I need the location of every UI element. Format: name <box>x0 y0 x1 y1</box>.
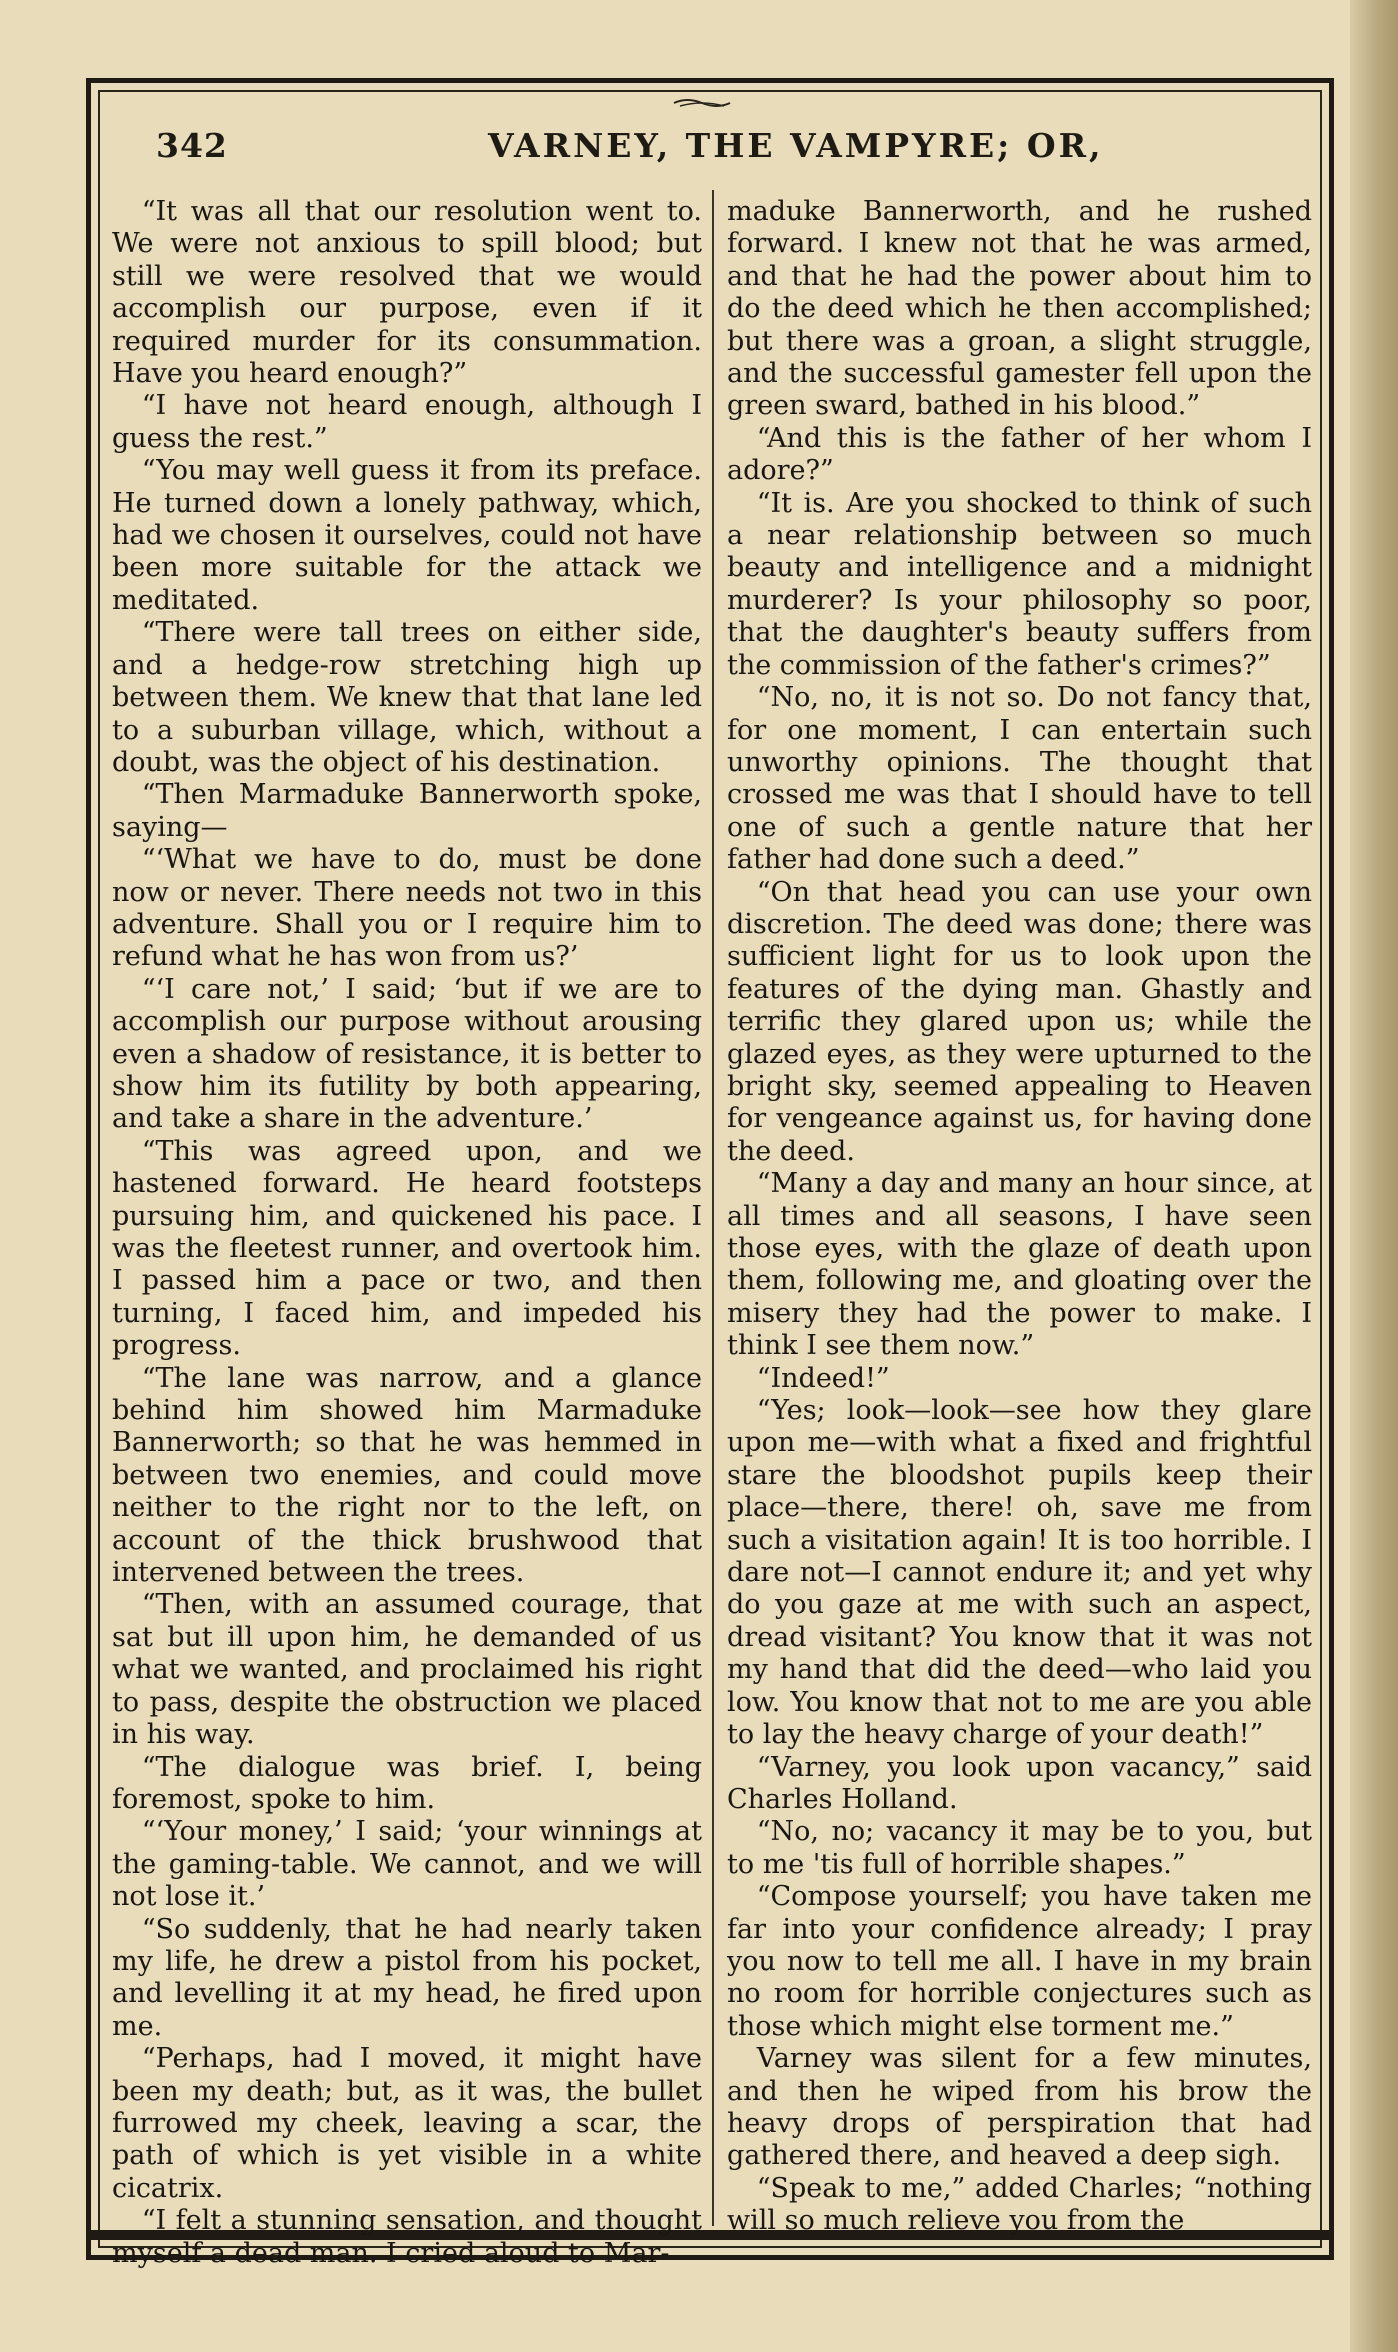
paragraph: “Then Marmaduke Bannerworth spoke, saying— <box>112 779 702 843</box>
paragraph: “No, no, it is not so. Do not fancy that, for one moment, I can entertain such unworthy opinions. The thought that crossed me was that I should have to tell one of such a gentle nature that her father had done such a deed.” <box>727 682 1312 876</box>
paragraph: “There were tall trees on either side, and a hedge-row stretching high up between them. We knew that that lane led to a suburban village, which, without a doubt, was the object of his destination. <box>112 617 702 778</box>
paragraph: Varney was silent for a few minutes, and then he wiped from his brow the heavy drops of perspiration that had gathered there, and heaved a deep sigh. <box>727 2043 1312 2172</box>
paragraph: “I felt a stunning sensation, and thought myself a dead man. I cried aloud to Mar- <box>112 2205 702 2269</box>
paragraph: “‘What we have to do, must be done now or never. There needs not two in this adventure. Shall you or I require him to refund what he has won from us?’ <box>112 844 702 973</box>
paragraph: “And this is the father of her whom I adore?” <box>727 422 1312 487</box>
paragraph: “It is. Are you shocked to think of such a near relationship between so much beauty and intelligence and a midnight murderer? Is your philosophy so poor, that the daughter's beauty suffers from the commission of the father's crimes?” <box>727 487 1312 681</box>
paragraph: “It was all that our resolution went to. We were not anxious to spill blood; but still we were resolved that we would accomplish our purpose, even if it required murder for its consummation. Have you heard enough?” <box>112 196 702 390</box>
paragraph: “Many a day and many an hour since, at all times and all seasons, I have seen those eyes, with the glaze of death upon them, following me, and gloating over the misery they had the power to make. I think I see them now.” <box>727 1168 1312 1362</box>
paragraph: “Yes; look—look—see how they glare upon me—with what a fixed and frightful stare the bloodshot pupils keep their place—there, there! oh, save me from such a visitation again! It is too horrible. I dare not—I cannot endure it; and yet why do you gaze at me with such an aspect, dread visitant? You know that it was not my hand that did the deed—who laid you low. You know that not to me are you able to lay the heavy charge of your death!” <box>727 1395 1312 1751</box>
text-column-right <box>727 196 1312 2237</box>
paragraph: “‘I care not,’ I said; ‘but if we are to accomplish our purpose without arousing even a shadow of resistance, it is better to show him its futility by both appearing, and take a share in the adventure.’ <box>112 973 702 1135</box>
page-number: 342 <box>156 126 228 165</box>
paragraph: “I have not heard enough, although I guess the rest.” <box>112 390 702 454</box>
paragraph: “On that head you can use your own discretion. The deed was done; there was sufficient light for us to look upon the features of the dying man. Ghastly and terrific they glared upon us; while the glazed eyes, as they were upturned to the bright sky, seemed appealing to Heaven for vengeance against us, for having done the deed. <box>727 876 1312 1167</box>
paragraph: “No, no; vacancy it may be to you, but to me 'tis full of horrible shapes.” <box>727 1816 1312 1880</box>
paragraph: “So suddenly, that he had nearly taken my life, he drew a pistol from his pocket, and levelling it at my head, he fired upon me. <box>112 1913 702 2042</box>
paragraph: “The dialogue was brief. I, being foremost, spoke to him. <box>112 1751 702 1815</box>
paragraph: “‘Your money,’ I said; ‘your winnings at the gaming-table. We cannot, and we will not lose it.’ <box>112 1816 702 1913</box>
paragraph: “You may well guess it from its preface. He turned down a lonely pathway, which, had we chosen it ourselves, could not have been more suitable for the attack we meditated. <box>112 455 702 616</box>
paragraph: “Then, with an assumed courage, that sat but ill upon him, he demanded of us what we wanted, and proclaimed his right to pass, despite the obstruction we placed in his way. <box>112 1589 702 1751</box>
column-divider <box>712 190 714 2226</box>
ornament-icon <box>672 96 732 110</box>
paragraph: “Perhaps, had I moved, it might have been my death; but, as it was, the bullet furrowed my cheek, leaving a scar, the path of which is yet visible in a white cicatrix. <box>112 2043 702 2204</box>
running-title: VARNEY, THE VAMPYRE; OR, <box>488 126 1104 165</box>
paragraph: “Varney, you look upon vacancy,” said Charles Holland. <box>727 1751 1312 1815</box>
text-column-left <box>112 196 702 2269</box>
paragraph: “The lane was narrow, and a glance behind him showed him Marmaduke Bannerworth; so that he was hemmed in between two enemies, and could move neither to the right nor to the left, on account of the thick brushwood that intervened between the trees. <box>112 1362 702 1589</box>
running-header <box>98 118 1322 178</box>
paragraph: maduke Bannerworth, and he rushed forward. I knew not that he was armed, and that he had the power about him to do the deed which he then accomplished; but there was a groan, a slight struggle, and the successful gamester fell upon the green sward, bathed in his blood.” <box>727 196 1312 422</box>
paragraph: “Indeed!” <box>756 1362 890 1394</box>
paragraph: “Speak to me,” added Charles; “nothing will so much relieve you from the <box>727 2172 1312 2237</box>
paragraph: “This was agreed upon, and we hastened forward. He heard footsteps pursuing him, and quickened his pace. I was the fleetest runner, and overtook him. I passed him a pace or two, and then turning, I faced him, and impeded his progress. <box>112 1135 702 1362</box>
paragraph: “Compose yourself; you have taken me far into your confidence already; I pray you now to tell me all. I have in my brain no room for horrible conjectures such as those which might else torment me.” <box>727 1881 1312 2042</box>
page-edge-shadow <box>1350 0 1398 2352</box>
